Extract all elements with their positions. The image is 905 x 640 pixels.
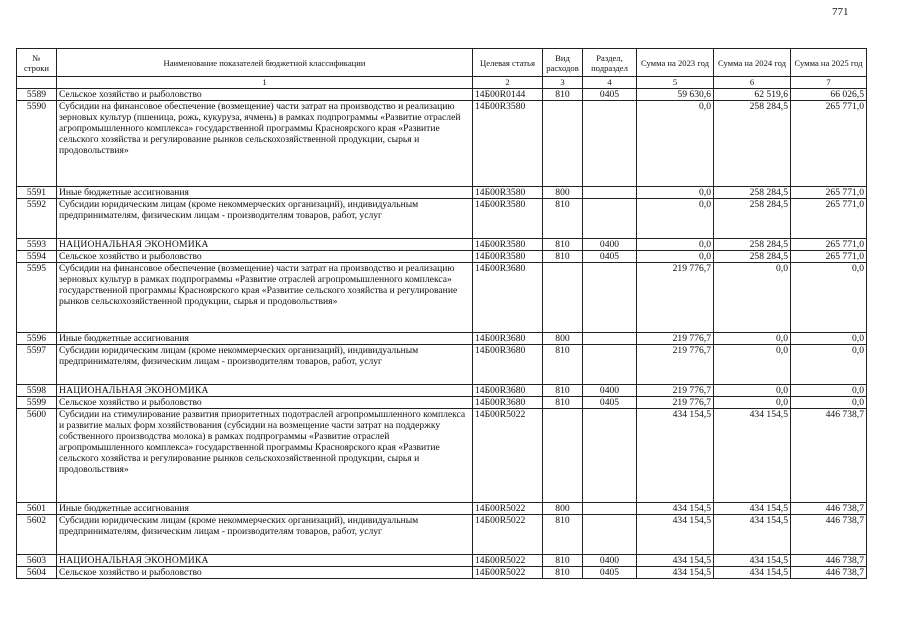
row-expense-type: 810 [543,555,583,567]
row-section [583,515,637,555]
row-sum-2025: 446 738,7 [791,567,867,579]
row-sum-2024: 258 284,5 [714,251,791,263]
row-sum-2025: 265 771,0 [791,251,867,263]
row-target: 14Б00R5022 [473,555,543,567]
table-row [17,263,867,333]
row-expense-type: 810 [543,251,583,263]
row-sum-2024: 258 284,5 [714,199,791,239]
row-section: 0400 [583,385,637,397]
row-number: 5602 [17,515,57,555]
budget-table [16,48,867,579]
table-row [17,333,867,345]
row-section: 0405 [583,251,637,263]
row-sum-2025: 0,0 [791,345,867,385]
row-name: Субсидии на финансовое обеспечение (возмещение) части затрат на производство и реализацию зерновых культур в рамках подпрограммы «Развитие отраслей агропромышленного комплекса» государственной программы Красноярского края «Развитие сельского хозяйства и регулирование рынков сельскохозяйственной продукции, сырья и продовольствия» [57,263,473,333]
row-section [583,187,637,199]
row-section [583,345,637,385]
header-sum-2025: Сумма на 2025 год [791,49,867,77]
header-expense-type: Вид расходов [543,49,583,77]
row-expense-type [543,101,583,187]
row-sum-2025: 446 738,7 [791,503,867,515]
row-section [583,409,637,503]
row-sum-2024: 434 154,5 [714,503,791,515]
header-row-number: № строки [17,49,57,77]
row-sum-2023: 434 154,5 [637,555,714,567]
table-row [17,345,867,385]
row-target: 14Б00R5022 [473,567,543,579]
row-number: 5604 [17,567,57,579]
row-target: 14Б00R3680 [473,385,543,397]
row-sum-2023: 434 154,5 [637,515,714,555]
row-sum-2024: 258 284,5 [714,239,791,251]
table-row [17,409,867,503]
row-sum-2023: 219 776,7 [637,385,714,397]
row-name: НАЦИОНАЛЬНАЯ ЭКОНОМИКА [57,555,473,567]
row-target: 14Б00R5022 [473,515,543,555]
column-number-empty [17,77,57,89]
row-sum-2023: 219 776,7 [637,333,714,345]
row-section [583,101,637,187]
page-number: 771 [832,6,849,18]
column-number: 4 [583,77,637,89]
row-number: 5595 [17,263,57,333]
row-sum-2024: 0,0 [714,397,791,409]
row-name: Субсидии юридическим лицам (кроме некоммерческих организаций), индивидуальным предпринимателям, физическим лицам - производителям товаров, работ, услуг [57,345,473,385]
row-expense-type: 810 [543,199,583,239]
row-target: 14Б00R3680 [473,333,543,345]
row-number: 5591 [17,187,57,199]
row-name: Сельское хозяйство и рыболовство [57,89,473,101]
column-number: 3 [543,77,583,89]
row-number: 5589 [17,89,57,101]
row-sum-2024: 0,0 [714,345,791,385]
row-section [583,199,637,239]
row-name: Иные бюджетные ассигнования [57,187,473,199]
table-row [17,251,867,263]
row-number: 5597 [17,345,57,385]
row-target: 14Б00R5022 [473,409,543,503]
column-number: 7 [791,77,867,89]
row-sum-2023: 0,0 [637,101,714,187]
row-expense-type [543,263,583,333]
row-name: Иные бюджетные ассигнования [57,503,473,515]
column-number: 2 [473,77,543,89]
table-row [17,515,867,555]
row-section [583,333,637,345]
row-section: 0405 [583,397,637,409]
row-target: 14Б00R3580 [473,101,543,187]
row-target: 14Б00R3580 [473,199,543,239]
row-target: 14Б00R3580 [473,239,543,251]
row-name: Субсидии на финансовое обеспечение (возмещение) части затрат на производство и реализацию зерновых культур (пшеница, рожь, кукуруза, ячмень) в рамках подпрограммы «Развитие отраслей агропромышленного комплекса» государственной программы Красноярского края «Развитие сельского хозяйства и регулирование рынков сельскохозяйственной продукции, сырья и продовольствия» [57,101,473,187]
row-sum-2023: 0,0 [637,251,714,263]
row-name: НАЦИОНАЛЬНАЯ ЭКОНОМИКА [57,385,473,397]
column-number: 6 [714,77,791,89]
row-section: 0405 [583,89,637,101]
row-sum-2025: 0,0 [791,385,867,397]
row-sum-2024: 0,0 [714,385,791,397]
table-header-row [17,49,867,77]
row-sum-2024: 0,0 [714,263,791,333]
table-row [17,385,867,397]
row-expense-type: 810 [543,239,583,251]
row-section [583,503,637,515]
row-name: Субсидии юридическим лицам (кроме некоммерческих организаций), индивидуальным предпринимателям, физическим лицам - производителям товаров, работ, услуг [57,199,473,239]
row-sum-2025: 0,0 [791,333,867,345]
row-sum-2025: 265 771,0 [791,199,867,239]
row-expense-type: 810 [543,89,583,101]
header-sum-2024: Сумма на 2024 год [714,49,791,77]
row-sum-2023: 219 776,7 [637,397,714,409]
row-number: 5598 [17,385,57,397]
row-name: Сельское хозяйство и рыболовство [57,397,473,409]
header-section: Раздел, подраздел [583,49,637,77]
column-number: 5 [637,77,714,89]
row-sum-2023: 0,0 [637,239,714,251]
row-sum-2024: 434 154,5 [714,567,791,579]
row-sum-2025: 446 738,7 [791,555,867,567]
row-target: 14Б00R3680 [473,263,543,333]
row-number: 5592 [17,199,57,239]
row-expense-type: 800 [543,333,583,345]
row-sum-2025: 265 771,0 [791,239,867,251]
row-target: 14Б00R3580 [473,251,543,263]
row-target: 14Б00R0144 [473,89,543,101]
row-name: Иные бюджетные ассигнования [57,333,473,345]
row-name: Сельское хозяйство и рыболовство [57,567,473,579]
row-expense-type: 810 [543,397,583,409]
row-expense-type: 800 [543,503,583,515]
row-sum-2025: 265 771,0 [791,101,867,187]
row-sum-2025: 66 026,5 [791,89,867,101]
row-number: 5599 [17,397,57,409]
row-number: 5596 [17,333,57,345]
row-name: НАЦИОНАЛЬНАЯ ЭКОНОМИКА [57,239,473,251]
table-row [17,101,867,187]
row-sum-2024: 434 154,5 [714,555,791,567]
row-target: 14Б00R3680 [473,345,543,385]
table-row [17,567,867,579]
row-number: 5594 [17,251,57,263]
table-row [17,239,867,251]
header-name: Наименование показателей бюджетной классификации [57,49,473,77]
row-sum-2024: 434 154,5 [714,409,791,503]
row-sum-2023: 59 630,6 [637,89,714,101]
row-name: Субсидии юридическим лицам (кроме некоммерческих организаций), индивидуальным предпринимателям, физическим лицам - производителям товаров, работ, услуг [57,515,473,555]
row-number: 5601 [17,503,57,515]
row-sum-2024: 62 519,6 [714,89,791,101]
row-number: 5590 [17,101,57,187]
row-sum-2025: 265 771,0 [791,187,867,199]
row-sum-2024: 0,0 [714,333,791,345]
row-sum-2024: 258 284,5 [714,101,791,187]
table-row [17,199,867,239]
row-target: 14Б00R5022 [473,503,543,515]
row-sum-2023: 434 154,5 [637,409,714,503]
header-sum-2023: Сумма на 2023 год [637,49,714,77]
row-section: 0400 [583,555,637,567]
row-sum-2023: 434 154,5 [637,503,714,515]
row-expense-type [543,409,583,503]
row-number: 5600 [17,409,57,503]
table-row [17,397,867,409]
table-row [17,503,867,515]
row-name: Субсидии на стимулирование развития приоритетных подотраслей агропромышленного комплекса и развитие малых форм хозяйствования (субсидии на возмещение части затрат на поддержку собственного производства молока) в рамках подпрограммы «Развитие отраслей агропромышленного комплекса» государственной программы Красноярского края «Развитие сельского хозяйства и регулирование рынков сельскохозяйственной продукции, сырья и продовольствия» [57,409,473,503]
column-number-row [17,77,867,89]
row-sum-2023: 219 776,7 [637,345,714,385]
row-sum-2025: 446 738,7 [791,515,867,555]
row-sum-2023: 0,0 [637,187,714,199]
row-sum-2025: 446 738,7 [791,409,867,503]
row-expense-type: 800 [543,187,583,199]
table-row [17,89,867,101]
row-name: Сельское хозяйство и рыболовство [57,251,473,263]
row-section: 0405 [583,567,637,579]
row-sum-2023: 0,0 [637,199,714,239]
row-target: 14Б00R3680 [473,397,543,409]
row-expense-type: 810 [543,567,583,579]
row-expense-type: 810 [543,515,583,555]
row-sum-2023: 219 776,7 [637,263,714,333]
header-target: Целевая статья [473,49,543,77]
row-sum-2025: 0,0 [791,397,867,409]
row-sum-2024: 434 154,5 [714,515,791,555]
column-number: 1 [57,77,473,89]
row-expense-type: 810 [543,345,583,385]
row-sum-2024: 258 284,5 [714,187,791,199]
row-section: 0400 [583,239,637,251]
row-expense-type: 810 [543,385,583,397]
table-row [17,187,867,199]
row-target: 14Б00R3580 [473,187,543,199]
row-number: 5593 [17,239,57,251]
row-section [583,263,637,333]
row-number: 5603 [17,555,57,567]
table-row [17,555,867,567]
row-sum-2023: 434 154,5 [637,567,714,579]
row-sum-2025: 0,0 [791,263,867,333]
